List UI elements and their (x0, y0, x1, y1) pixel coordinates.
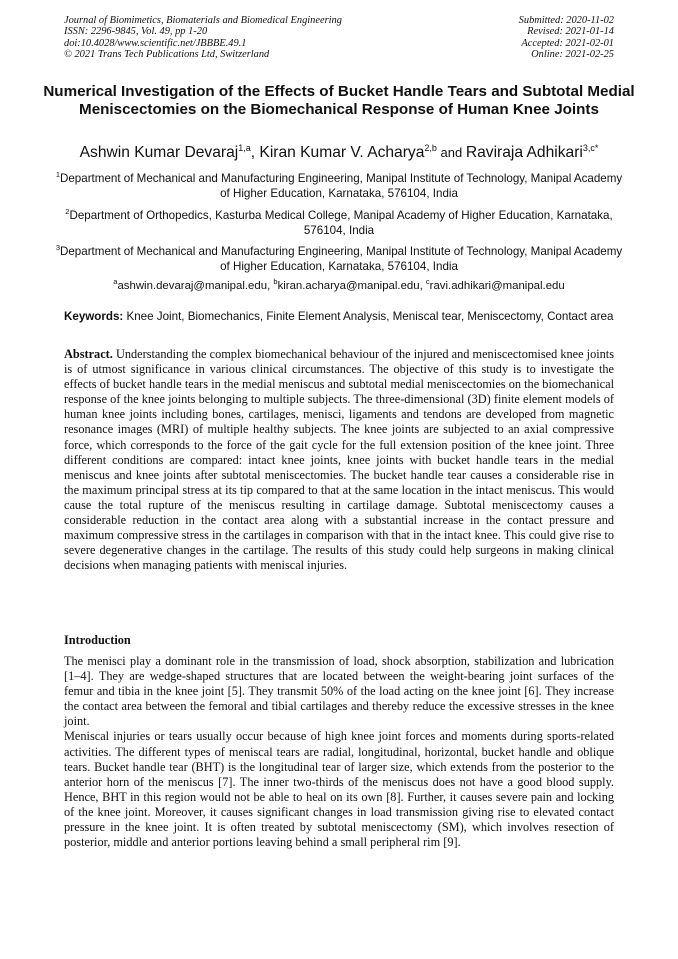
author-3: Raviraja Adhikari (465, 144, 583, 162)
affiliation-2-text: Department of Orthopedics, Kasturba Medical College, Manipal Academy of Higher Education, Karnataka, 576104, India (69, 208, 613, 237)
affiliation-3-sup: 3 (55, 243, 60, 252)
affiliation-1-sup: 1 (55, 170, 60, 179)
introduction-paragraph-1: The menisci play a dominant role in the transmission of load, shock absorption, stabilization and lubrication [1–4]. They are wedge-shaped structures that are located between the weight-bearing joint surfaces of the femur and tibia in the knee joint [5]. They transmit 50% of the load acting on the knee joint [6]. They increase the contact area between the femoral and tibial cartilages and thereby reduce the excessive stresses in the knee joint. (64, 654, 614, 729)
email-b: kiran.acharya@manipal.edu (277, 279, 420, 292)
introduction-body (64, 654, 614, 850)
journal-doi: doi:10.4028/www.scientific.net/JBBBE.49.1 (64, 37, 247, 49)
author-1-sup: 1,a (238, 143, 251, 153)
abstract-text: Understanding the complex biomechanical behaviour of the injured and meniscectomised knee joints is of utmost significance in various clinical circumstances. The objective of this study is to investigate the effects of bucket handle tears in the medial meniscus and subtotal medial meniscectomies on the biomechanical response of the knee joints belonging to multiple subjects. The three-dimensional (3D) finite element models of human knee joints including bones, cartilages, menisci, ligaments and tendons are developed from magnetic resonance images (MRI) of multiple healthy subjects. The knee joints are subjected to an axial compressive force, which corresponds to the force of the gait cycle for the full extension position of the knee joint. Three different conditions are compared: intact knee joints, knee joints with bucket handle tears in the medial meniscus and knee joints after subtotal meniscectomies. The bucket handle tear causes a considerable rise in the maximum principal stress at its tip compared to that at the same location in the intact meniscus. This would cause the total rupture of the meniscus resulting in cartilage damage. Subtotal meniscectomy causes a considerable reduction in the contact area along with a substantial increase in the contact pressure and maximum compressive stress in the cartilages in comparison with that in the intact knee. This could give rise to severe degenerative changes in the cartilage. The results of this study could help surgeons in making clinical decisions when managing patients with meniscal injuries. (64, 347, 614, 573)
abstract (64, 347, 614, 573)
affiliation-3-text: Department of Mechanical and Manufacturing Engineering, Manipal Institute of Technology, Manipal Academy of Higher Education, Karnataka, 576104, India (59, 244, 623, 273)
introduction-heading: Introduction (64, 633, 131, 647)
email-c: ravi.adhikari@manipal.edu (429, 279, 565, 292)
author-and: and (436, 145, 466, 161)
keywords-label: Keywords: (64, 310, 124, 323)
introduction-paragraph-2: Meniscal injuries or tears usually occur because of high knee joint forces and moments during sports-related activities. The different types of meniscal tears are radial, longitudinal, horizontal, bucket handle and oblique tears. Bucket handle tear (BHT) is the longitudinal tear of larger size, which extends from the posterior to the anterior horn of the meniscus [7]. The inner two-thirds of the meniscus does not have a good blood supply. Hence, BHT in this region would not be able to heal on its own [8]. Further, it causes severe pain and locking of the knee joint. Moreover, it causes significant changes in load transmission giving rise to elevated contact pressure in the knee joint. It is often treated by subtotal meniscectomy (SM), which involves resection of posterior, middle and anterior portions leaving behind a small peripheral rim [9]. (64, 729, 614, 850)
affiliation-1 (54, 167, 624, 201)
journal-info (64, 15, 342, 61)
author-list (20, 143, 658, 162)
keywords-text: Knee Joint, Biomechanics, Finite Element Analysis, Meniscal tear, Meniscectomy, Contact area (123, 310, 614, 323)
affiliation-1-text: Department of Mechanical and Manufacturing Engineering, Manipal Institute of Technology, Manipal Academy of Higher Education, Karnataka, 576104, India (59, 171, 623, 200)
email-b-sup: b (273, 277, 278, 286)
date-online: Online: 2021-02-25 (531, 49, 614, 61)
date-revised: Revised: 2021-01-14 (527, 26, 614, 38)
dates-info (519, 15, 614, 61)
email-sep-2: , (419, 279, 426, 292)
email-a: ashwin.devaraj@manipal.edu (117, 279, 268, 292)
abstract-paragraph (64, 347, 614, 573)
affiliation-2 (54, 204, 624, 238)
email-sep-1: , (267, 279, 274, 292)
author-sep: , (250, 144, 260, 162)
author-1: Ashwin Kumar Devaraj (79, 144, 239, 162)
journal-issn: ISSN: 2296-9845, Vol. 49, pp 1-20 (64, 26, 208, 38)
date-submitted: Submitted: 2020-11-02 (518, 15, 614, 26)
journal-header (64, 15, 614, 61)
journal-copyright: © 2021 Trans Tech Publications Ltd, Switzerland (64, 49, 270, 61)
journal-name: Journal of Biomimetics, Biomaterials and Biomedical Engineering (64, 15, 342, 26)
paper-title: Numerical Investigation of the Effects of Bucket Handle Tears and Subtotal Medial Meniscectomies on the Biomechanical Response of Human Knee Joints (43, 83, 635, 119)
email-a-sup: a (113, 277, 118, 286)
affiliation-3 (54, 240, 624, 274)
author-3-sup: 3,c* (582, 143, 599, 153)
abstract-label: Abstract. (64, 347, 113, 361)
email-c-sup: c (425, 277, 430, 286)
author-2-sup: 2,b (424, 143, 437, 153)
author-2: Kiran Kumar V. Acharya (259, 144, 425, 162)
author-emails (40, 277, 638, 292)
date-accepted: Accepted: 2021-02-01 (521, 37, 614, 49)
affiliation-2-sup: 2 (65, 207, 70, 216)
keywords (64, 309, 614, 324)
